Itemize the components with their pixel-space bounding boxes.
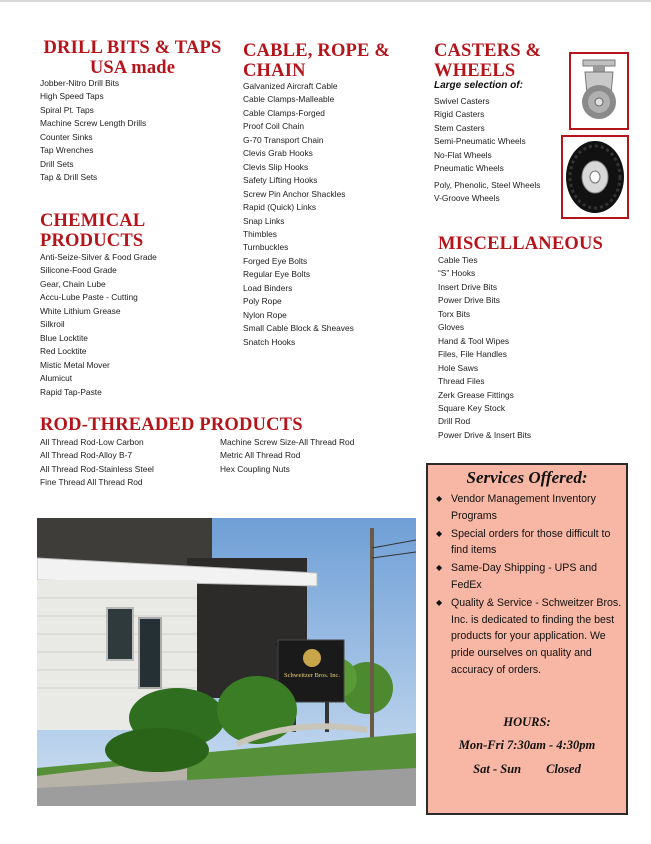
list-item: Swivel Casters	[434, 96, 490, 106]
list-item: Regular Eye Bolts	[243, 269, 311, 280]
list-item	[436, 491, 622, 525]
chemical-title-2: PRODUCTS	[40, 231, 144, 251]
list-item: Counter Sinks	[40, 131, 93, 142]
list-item: Files, File Handles	[438, 349, 507, 360]
casters-title-2: WHEELS	[434, 61, 516, 81]
list-item: Thread Files	[438, 376, 485, 387]
list-item: Mistic Metal Mover	[40, 359, 110, 370]
list-item: Cable Clamps-Forged	[243, 107, 325, 118]
list-item: G-70 Transport Chain	[243, 134, 324, 145]
list-item: Thimbles	[243, 228, 277, 239]
caster-image	[569, 52, 629, 130]
list-item: Forged Eye Bolts	[243, 255, 308, 266]
cable-title-2: CHAIN	[243, 61, 306, 81]
misc-heading: MISCELLANEOUS	[438, 234, 604, 254]
services-list	[436, 491, 622, 680]
list-item: Poly Rope	[243, 296, 282, 307]
list-item: Safety Lifting Hooks	[243, 175, 318, 186]
top-rule	[0, 0, 651, 2]
service-text: Vendor Management Inventory Programs	[451, 493, 596, 522]
hours-weekday: Mon-Fri 7:30am - 4:30pm	[458, 738, 596, 752]
list-item: Screw Pin Anchor Shackles	[243, 188, 346, 199]
cable-heading	[243, 41, 390, 81]
list-item: Cable Ties	[438, 255, 478, 265]
casters-title-1: CASTERS &	[434, 41, 542, 61]
list-item	[436, 595, 622, 679]
list-item: Metric All Thread Rod	[220, 450, 301, 461]
list-item: Proof Coil Chain	[243, 121, 304, 132]
list-item	[436, 526, 622, 560]
list-item: “S” Hooks	[438, 268, 476, 279]
list-item: Clevis Grab Hooks	[243, 148, 313, 159]
list-item: Turnbuckles	[243, 242, 289, 253]
list-item: Torx Bits	[438, 308, 471, 319]
list-item: Blue Locktite	[40, 332, 88, 343]
list-item: Pneumatic Wheels	[434, 163, 504, 174]
list-item: Silicone-Food Grade	[40, 265, 117, 276]
list-item: Poly, Phenolic, Steel Wheels	[434, 180, 541, 190]
list-item: Insert Drive Bits	[438, 281, 498, 292]
list-item: Power Drive Bits	[438, 295, 500, 306]
list-item: Hex Coupling Nuts	[220, 463, 290, 474]
list-item: Small Cable Block & Sheaves	[243, 323, 354, 334]
list-item: Gloves	[438, 322, 465, 333]
services-panel	[426, 463, 628, 815]
list-item: Rapid Tap-Paste	[40, 386, 102, 397]
list-item: Snatch Hooks	[243, 336, 296, 347]
hours-weekend: Sat - Sun Closed	[473, 762, 581, 776]
list-item: Red Locktite	[40, 346, 87, 357]
list-item: Drill Rod	[438, 416, 471, 427]
casters-list-b	[434, 179, 540, 206]
list-item: Hand & Tool Wipes	[438, 335, 510, 346]
bullet-icon: ◆	[436, 563, 443, 573]
list-item: Tap & Drill Sets	[40, 172, 98, 183]
list-item: Anti-Seize-Silver & Food Grade	[40, 252, 157, 262]
bullet-icon: ◆	[436, 528, 443, 538]
rod-heading: ROD-THREADED PRODUCTS	[40, 415, 303, 435]
service-text: Special orders for those difficult to find items	[451, 527, 611, 557]
chemical-list	[40, 251, 157, 399]
hours-label: HOURS:	[503, 715, 551, 729]
list-item: Tap Wrenches	[40, 145, 94, 156]
casters-subtitle: Large selection of:	[434, 80, 523, 91]
list-item: Machine Screw Length Drills	[40, 118, 147, 129]
cable-list	[243, 80, 354, 349]
list-item: Zerk Grease Fittings	[438, 389, 514, 400]
list-item: Power Drive & Insert Bits	[438, 429, 532, 440]
list-item: Drill Sets	[40, 158, 74, 169]
list-item: Clevis Slip Hooks	[243, 161, 309, 172]
drill-heading	[40, 38, 225, 78]
services-title: Services Offered:	[466, 468, 588, 487]
caster-icon	[571, 54, 627, 128]
building-illustration	[37, 518, 416, 806]
list-item: Stem Casters	[434, 122, 485, 133]
list-item: Jobber-Nitro Drill Bits	[40, 78, 120, 88]
bullet-icon: ◆	[436, 494, 443, 503]
bullet-icon: ◆	[436, 597, 443, 607]
rod-list-2	[220, 436, 354, 476]
drill-list	[40, 77, 146, 185]
service-text: Quality & Service - Schweitzer Bros. Inc. is dedicated to finding the best products for your application. We pride ourselves on quality and accuracy of orders.	[451, 596, 622, 676]
casters-list	[434, 95, 526, 176]
drill-title-1: DRILL BITS & TAPS	[43, 38, 222, 58]
wheel-image	[561, 135, 629, 219]
chemical-title-1: CHEMICAL	[40, 211, 146, 231]
list-item: Cable Clamps-Malleable	[243, 94, 335, 105]
list-item: All Thread Rod-Stainless Steel	[40, 463, 154, 474]
list-item: No-Flat Wheels	[434, 149, 492, 160]
drill-title-2: USA made	[89, 58, 176, 78]
list-item: V-Groove Wheels	[434, 193, 500, 204]
list-item: Snap Links	[243, 215, 285, 226]
list-item: Machine Screw Size-All Thread Rod	[220, 437, 355, 447]
cable-title-1: CABLE, ROPE &	[243, 41, 391, 61]
misc-list	[438, 254, 531, 442]
list-item: Square Key Stock	[438, 402, 506, 413]
list-item: Rigid Casters	[434, 109, 485, 120]
chemical-heading	[40, 211, 145, 251]
list-item: Hole Saws	[438, 362, 479, 373]
list-item: All Thread Rod-Alloy B-7	[40, 450, 133, 461]
list-item: Galvanized Aircraft Cable	[243, 81, 338, 91]
sign-text: Schweitzer Bros. Inc.	[284, 672, 340, 679]
list-item: Load Binders	[243, 282, 293, 293]
list-item: Gear, Chain Lube	[40, 278, 106, 289]
list-item: Rapid (Quick) Links	[243, 202, 317, 213]
list-item: White Lithium Grease	[40, 305, 121, 316]
list-item: Semi-Pneumatic Wheels	[434, 136, 526, 147]
service-text: Same-Day Shipping - UPS and FedEx	[451, 562, 598, 591]
list-item: Alumicut	[40, 373, 73, 384]
list-item	[436, 560, 622, 594]
list-item: All Thread Rod-Low Carbon	[40, 437, 144, 447]
list-item: Silkroil	[40, 319, 65, 330]
casters-heading	[434, 41, 541, 81]
list-item: Accu-Lube Paste - Cutting	[40, 292, 138, 303]
list-item: Fine Thread All Thread Rod	[40, 477, 143, 488]
list-item: Nylon Rope	[243, 309, 287, 320]
list-item: Spiral Pt. Taps	[40, 104, 94, 115]
rod-list-1	[40, 436, 154, 490]
wheel-icon	[563, 137, 627, 217]
list-item: High Speed Taps	[40, 91, 104, 102]
building-photo	[37, 518, 416, 806]
